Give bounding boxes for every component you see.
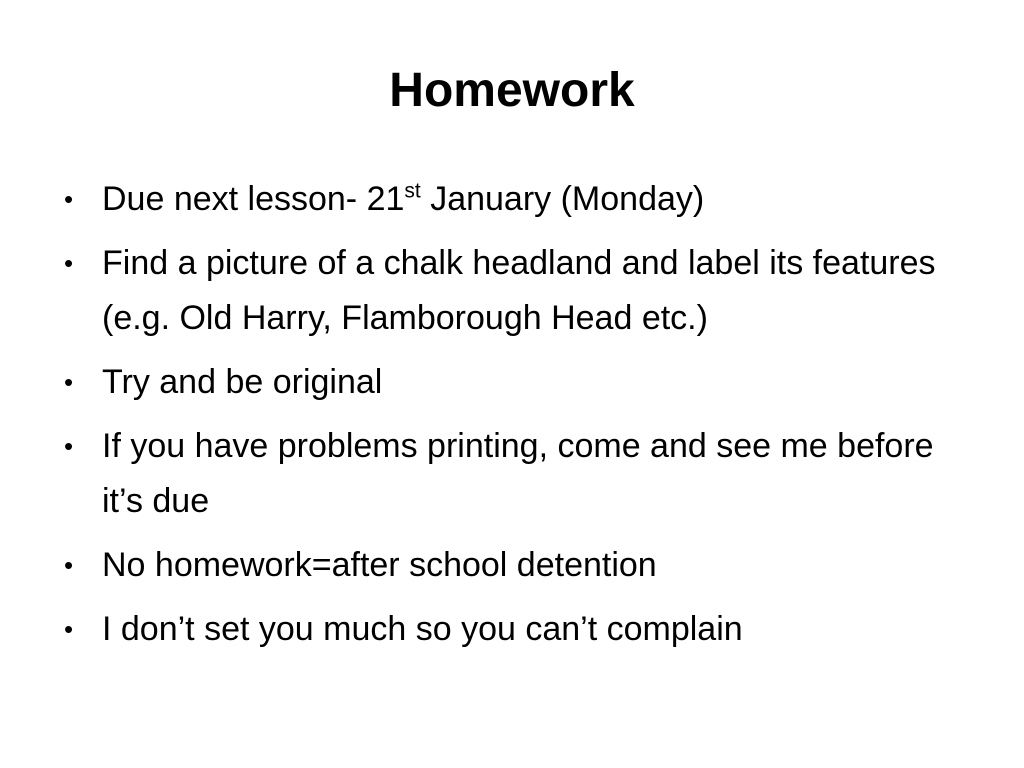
bullet-text: Due next lesson- 21: [102, 180, 405, 218]
bullet-icon: •: [64, 614, 74, 644]
bullet-list: [60, 172, 980, 666]
bullet-item-detention: [60, 538, 980, 593]
bullet-text: If you have problems printing, come and see me before it’s due: [102, 427, 934, 520]
bullet-item-printing: [60, 419, 980, 529]
bullet-text: Try and be original: [102, 363, 383, 401]
bullet-icon: •: [64, 431, 74, 461]
bullet-icon: •: [64, 367, 74, 397]
slide-title: Homework: [389, 64, 635, 117]
bullet-item-complain: [60, 602, 980, 657]
bullet-icon: •: [64, 550, 74, 580]
bullet-text-continued: January (Monday): [420, 180, 705, 218]
bullet-icon: •: [64, 184, 74, 214]
bullet-text: Find a picture of a chalk headland and label its features (e.g. Old Harry, Flamborough Head etc.): [102, 244, 936, 337]
bullet-text: I don’t set you much so you can’t complain: [102, 610, 743, 648]
bullet-item-original: [60, 355, 980, 410]
bullet-item-task: [60, 236, 980, 346]
bullet-text: No homework=after school detention: [102, 546, 657, 584]
ordinal-suffix: st: [404, 179, 421, 203]
bullet-icon: •: [64, 248, 74, 278]
bullet-item-due-date: [60, 172, 980, 227]
